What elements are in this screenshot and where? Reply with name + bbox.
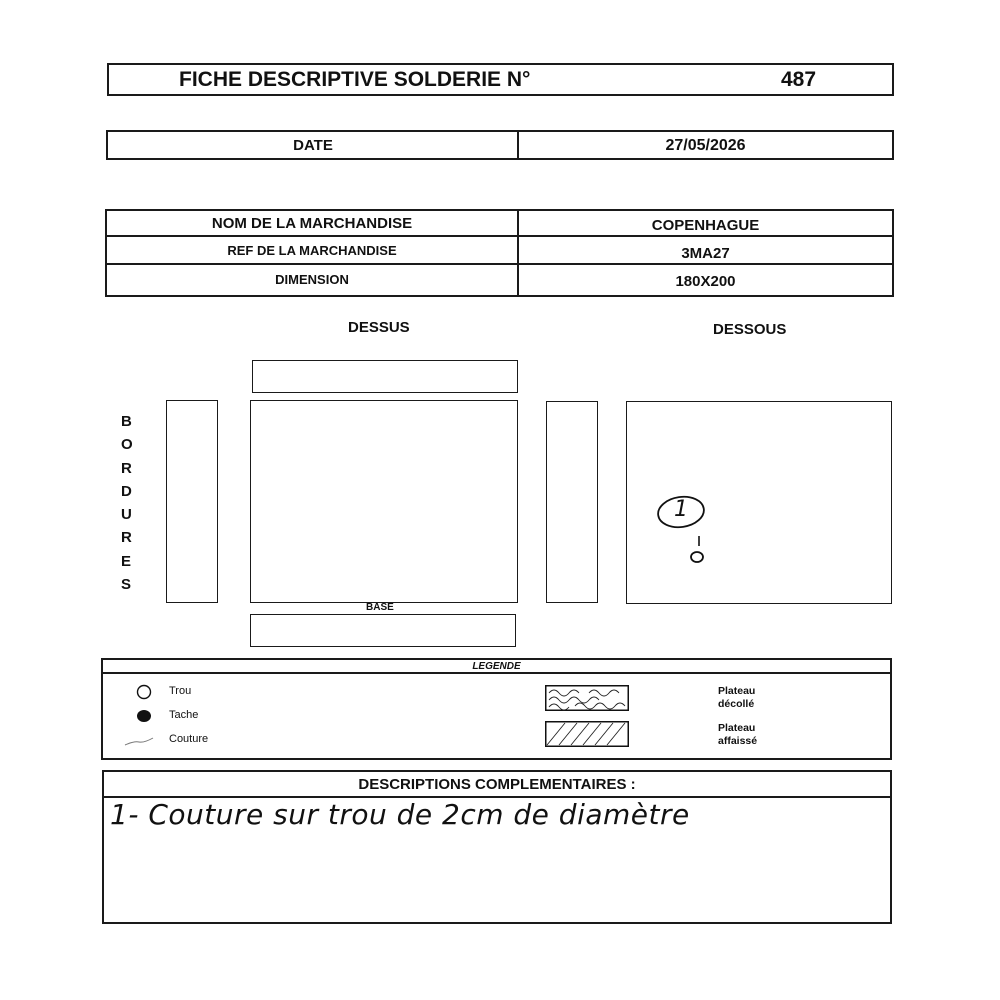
defect-marker-number: 1 [674,497,688,522]
date-label: DATE [293,136,333,154]
legend-box [101,658,892,760]
dimension-label: DIMENSION [275,271,349,287]
hole-icon [136,684,152,700]
merchandise-table [105,209,894,297]
legend-couture-label: Couture [169,733,209,745]
legend-title: LEGENDE [472,661,521,672]
description-line-1: 1- Couture sur trou de 2cm de diamètre [110,798,690,831]
merchandise-ref-label: REF DE LA MARCHANDISE [227,242,397,258]
legend-plateau-affaisse-label: Plateau affaissé [718,722,758,747]
date-table [106,130,894,160]
top-surface [250,400,518,603]
bordures-label: BORDURES [121,413,137,594]
header-box [107,63,894,96]
defect-marker-icon [653,494,723,574]
merchandise-name-value: COPENHAGUE [651,217,760,234]
descriptions-title: DESCRIPTIONS COMPLEMENTAIRES : [358,776,636,793]
date-value: 27/05/2026 [665,137,746,154]
merchandise-name-label: NOM DE LA MARCHANDISE [211,215,413,232]
hatched-pattern-icon [545,721,629,747]
base-label: BASE [366,602,394,613]
descriptions-box [102,770,892,924]
form-number: 487 [781,68,817,91]
merchandise-ref-value: 3MA27 [681,244,730,262]
seam-icon [124,735,154,749]
base-strip [250,614,516,647]
legend-trou-label: Trou [169,685,192,697]
right-border-strip [546,401,598,603]
stain-icon [136,708,152,724]
form-title: FICHE DESCRIPTIVE SOLDERIE N° [179,68,531,91]
dessus-label: DESSUS [348,319,410,336]
legend-tache-label: Tache [169,709,199,721]
wavy-pattern-icon [545,685,629,711]
dessous-label: DESSOUS [713,321,787,338]
bottom-surface [626,401,892,604]
dimension-value: 180X200 [675,272,736,290]
left-border-strip [166,400,218,603]
top-border-strip [252,360,518,393]
legend-plateau-decolle-label: Plateau décollé [718,685,756,710]
